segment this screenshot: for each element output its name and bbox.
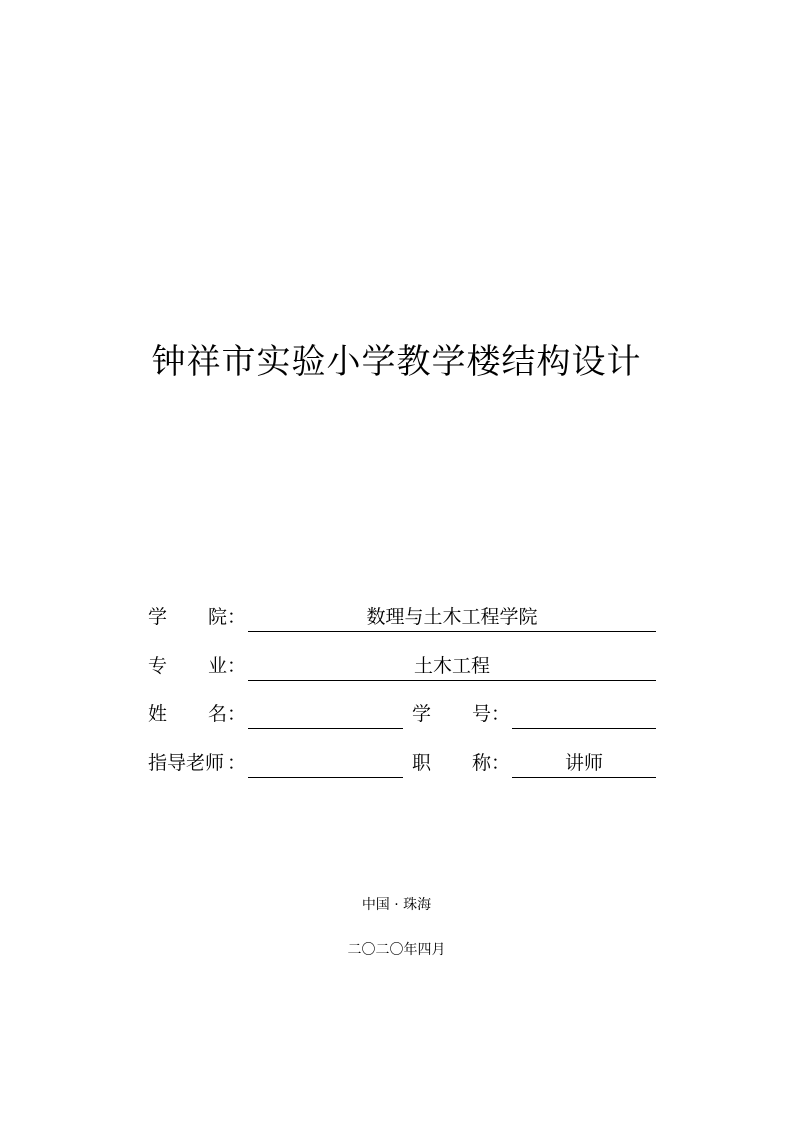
name-label-b: 名 [208, 703, 228, 725]
major-label-b: 业 [208, 655, 228, 677]
title-rank-label-b: 称 [472, 752, 492, 774]
major-label-a: 专 [148, 655, 168, 677]
advisor-field[interactable] [248, 748, 403, 778]
name-field[interactable] [248, 699, 403, 729]
footer-date: 二〇二〇年四月 [347, 942, 446, 958]
college-label-a: 学 [148, 606, 168, 628]
student-id-label-a: 学 [412, 703, 432, 725]
name-colon: ： [227, 703, 247, 725]
document-title: 钟祥市实验小学教学楼结构设计 [151, 342, 642, 382]
major-colon: ： [227, 655, 247, 677]
footer-location: 中国 · 珠海 [361, 897, 432, 913]
name-label-a: 姓 [148, 703, 168, 725]
student-id-label-b: 号 [472, 703, 492, 725]
major-field[interactable]: 土木工程 [248, 651, 656, 681]
student-id-colon: ： [491, 703, 511, 725]
advisor-colon: ： [227, 752, 247, 774]
college-field[interactable]: 数理与土木工程学院 [248, 602, 656, 632]
college-label-b: 院 [208, 606, 228, 628]
title-rank-label-a: 职 [412, 752, 432, 774]
title-rank-field[interactable]: 讲师 [512, 748, 656, 778]
title-rank-colon: ： [491, 752, 511, 774]
college-colon: ： [227, 606, 247, 628]
student-id-field[interactable] [512, 699, 656, 729]
advisor-label: 指导老师 [148, 752, 225, 774]
